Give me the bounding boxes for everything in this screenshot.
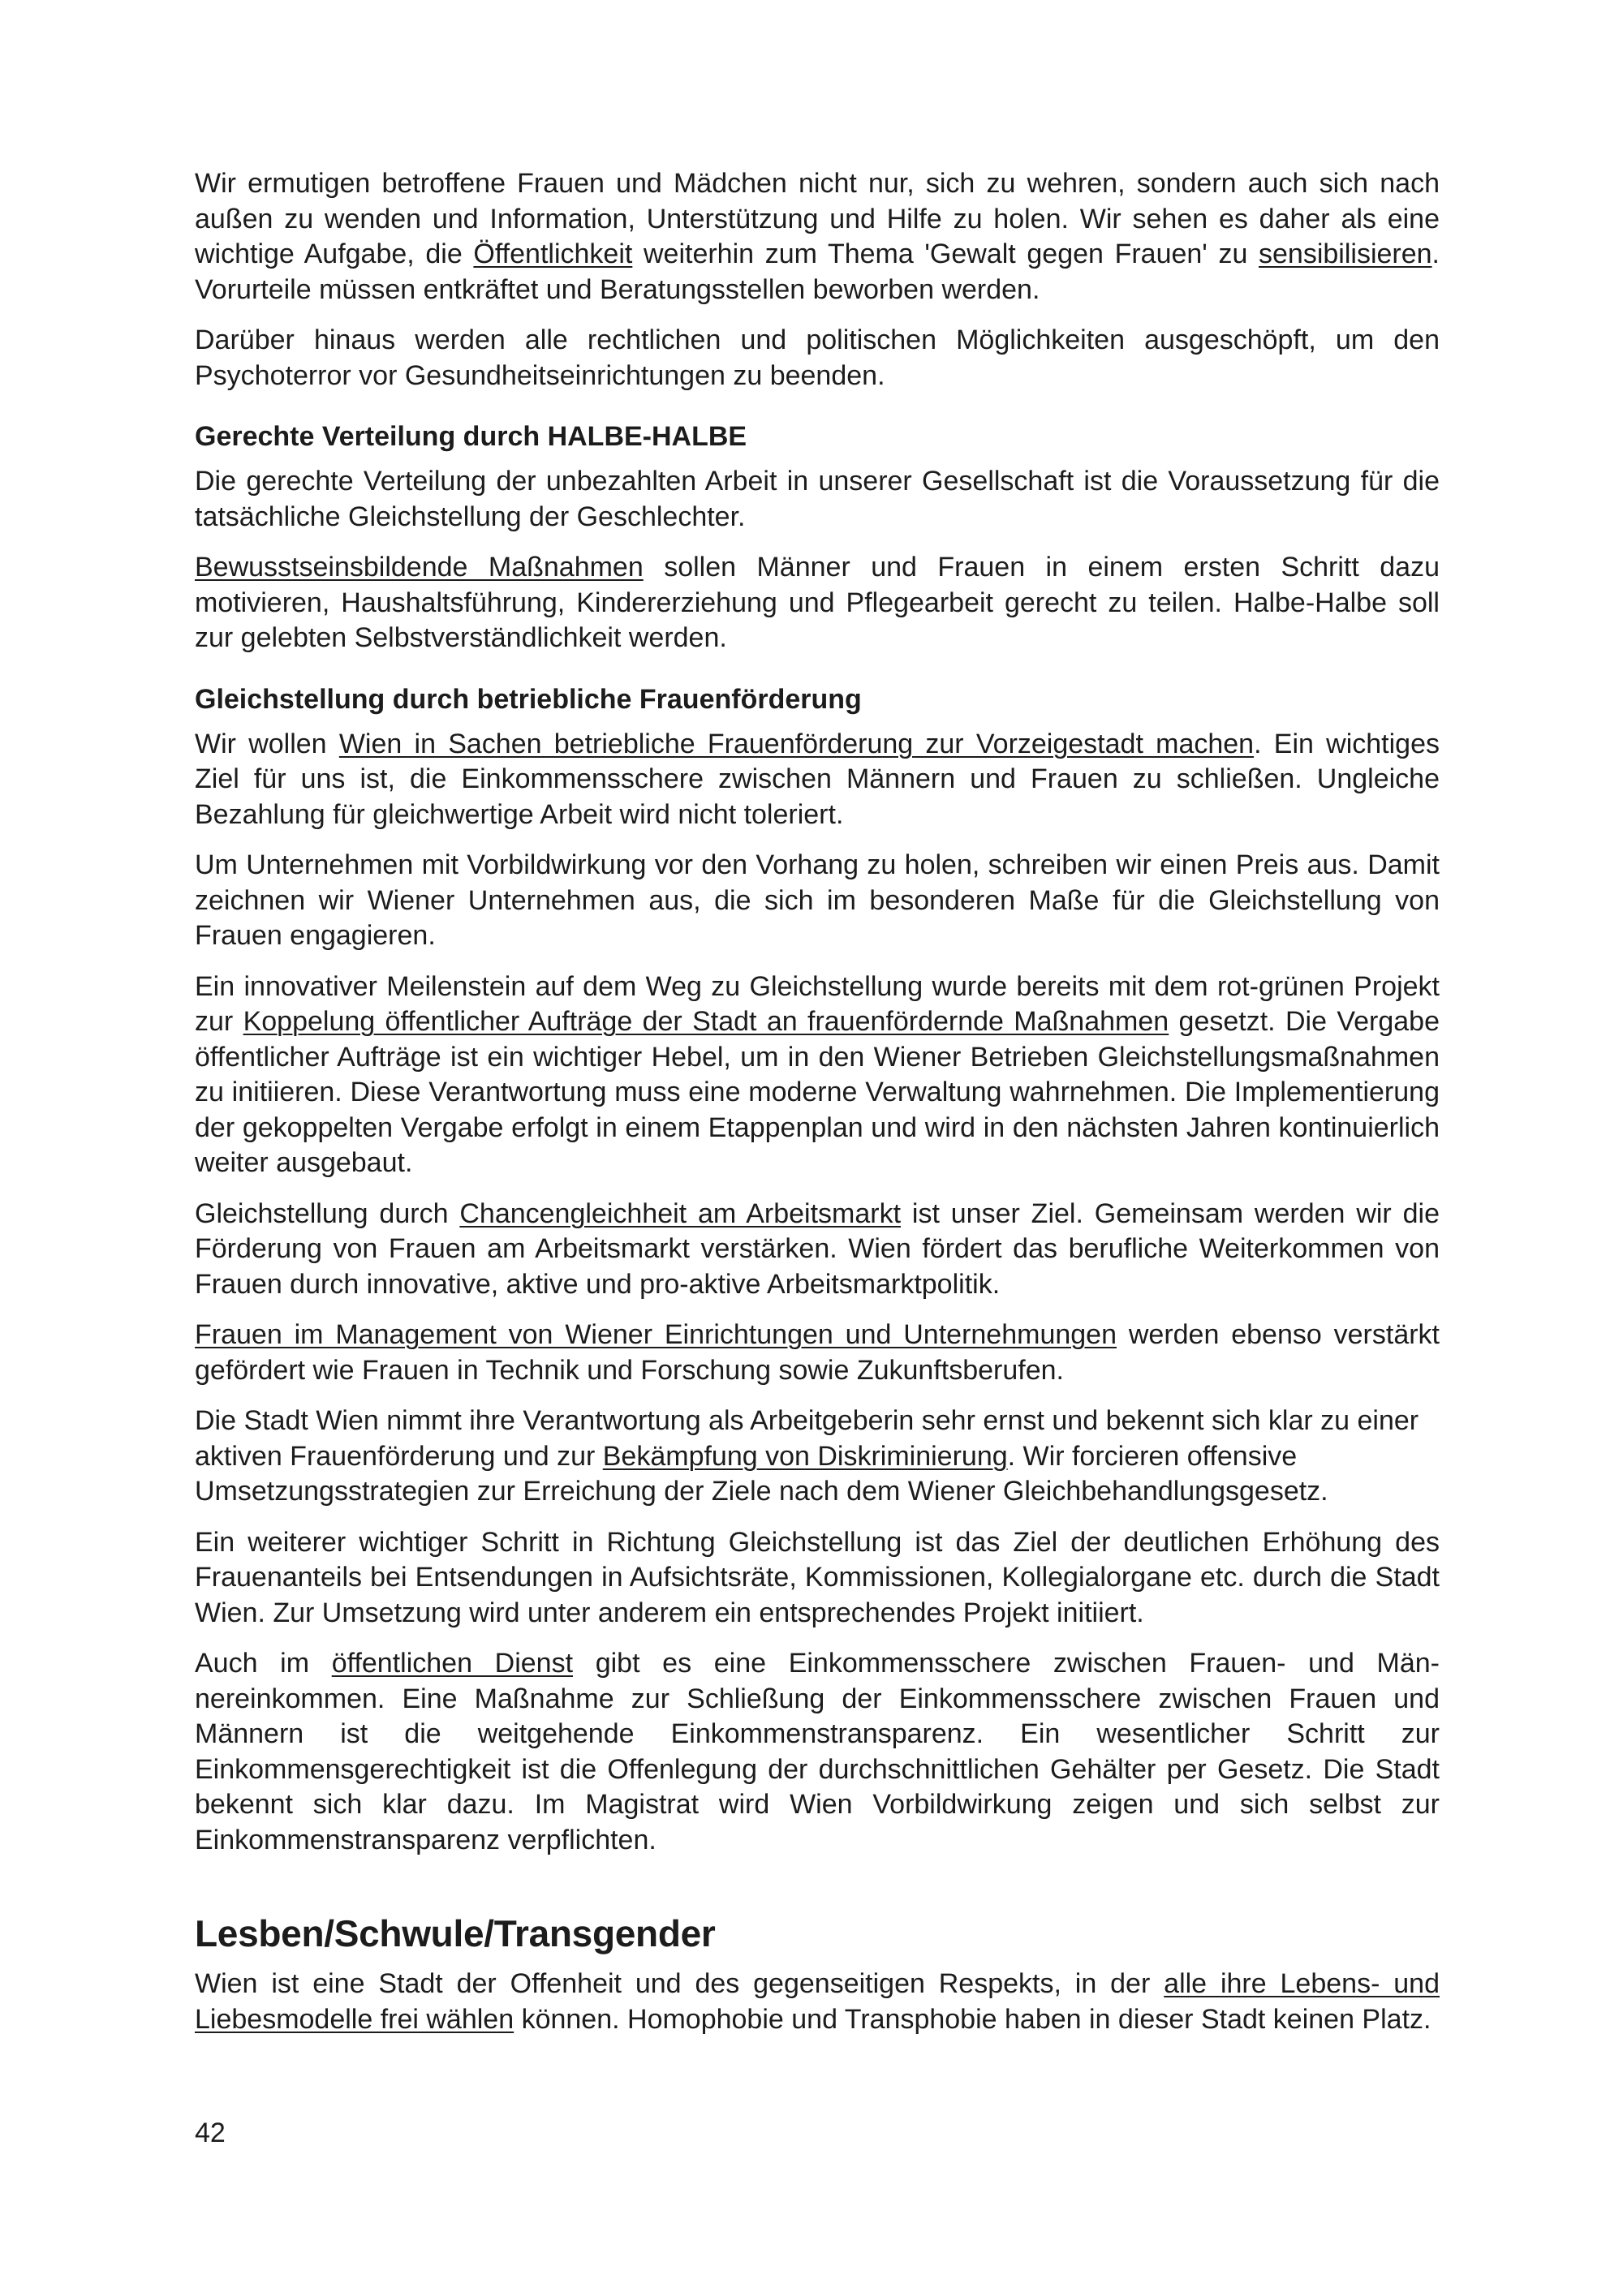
paragraph-frauenanteil: Ein weiterer wichtiger Schritt in Richtung Gleichstellung ist das Ziel der deutlichen Erhöhung des Frauenanteils bei Entsendungen in Aufsichtsräte, Kommissionen, Kollegialorgane etc. durch die Stadt Wien. Zur Umsetzung wird unter anderem ein entsprechendes Projekt initiiert. (195, 1526, 1440, 1628)
heading-halbe-halbe: Gerechte Verteilung durch HALBE-HALBE (195, 421, 747, 452)
underlined-koppelung-auftraege: Koppelung öffentlicher Aufträge der Stadt an frauenfördernde Maßnahmen (243, 1006, 1169, 1037)
underlined-bewusstseinsbildende-massnahmen: Bewusstseinsbildende Maßnahmen (195, 552, 644, 583)
paragraph-bewusstseinsbildung: Bewusstseinsbildende Maßnahmen sollen Männer und Frauen in einem ersten Schritt dazu motivieren, Haushaltsführung, Kindererziehung und Pflegearbeit gerecht zu teilen. Halbe-Halbe soll zur gelebten Selbstverständlichkeit werden. (195, 552, 1440, 653)
paragraph-arbeitgeberin: Die Stadt Wien nimmt ihre Verantwortung als Arbeitgeberin sehr ernst und bekennt sich klar zu einer aktiven Frauenförderung und zur Bekämpfung von Diskriminierung. Wir forcieren offensive Umsetzungsstrategien zur Erreichung der Ziele nach dem Wiener Gleichbehandlungsgesetz. (195, 1405, 1419, 1507)
page-number: 42 (195, 2118, 226, 2148)
underlined-oeffentlichkeit: Öffentlichkeit (473, 239, 633, 269)
paragraph-oeffentlicher-dienst: Auch im öffentlichen Dienst gibt es eine Einkommensschere zwischen Frauen- und Männereinkommen. Eine Maßnahme zur Schließung der Einkommensschere zwischen Frauen und Männern ist die weitgehende Einkommenstransparenz. Ein wesentlicher Schritt zur Einkommensgerechtigkeit ist die Offenlegung der durchschnittlichen Gehälter per Gesetz. Die Stadt bekennt sich klar dazu. Im Magistrat wird Wien Vorbildwirkung zeigen und sich selbst zur Einkommenstransparenz verpflichten. (195, 1648, 1440, 1855)
underlined-vorzeigestadt: Wien in Sachen betriebliche Frauenförderung zur Vorzeigestadt machen (338, 728, 1255, 759)
paragraph-meilenstein: Ein innovativer Meilenstein auf dem Weg zu Gleichstellung wurde bereits mit dem rot-grünen Projekt zur Koppelung öffentlicher Aufträge der Stadt an frauenfördernde Maßnahmen gesetzt. Die Vergabe öffentlicher Aufträge ist ein wichtiger Hebel, um in den Wiener Betrieben Gleichstellungsmaßnahmen zu initiieren. Diese Verantwortung muss eine moderne Verwaltung wahrnehmen. Die Implementierung der gekoppelten Vergabe erfolgt in einem Etappenplan und wird in den nächsten Jahren kontinuierlich weiter ausgebaut. (195, 970, 1440, 1178)
heading-betriebliche-frauenfoerderung: Gleichstellung durch betriebliche Frauenförderung (195, 683, 862, 715)
paragraph-chancengleichheit: Gleichstellung durch Chancengleichheit am Arbeitsmarkt ist unser Ziel. Gemeinsam werden wir die Förderung von Frauen am Arbeitsmarkt verstärken. Wien fördert das berufliche Weiterkommen von Frauen durch innovative, aktive und pro-aktive Arbeitsmarktpolitik. (195, 1197, 1440, 1300)
paragraph-preis: Um Unternehmen mit Vorbildwirkung vor den Vorhang zu holen, schreiben wir einen Preis aus. Damit zeichnen wir Wiener Unternehmen aus, die sich im besonderen Maße für die Gleichstellung von Frauen engagieren. (195, 849, 1440, 951)
paragraph-psychoterror: Darüber hinaus werden alle rechtlichen und politischen Möglichkeiten ausgeschöpft, um den Psychoterror vor Gesundheitseinrichtungen zu beenden. (195, 325, 1440, 391)
document-page (195, 166, 1440, 2053)
paragraph-unbezahlte-arbeit: Die gerechte Verteilung der unbezahlten Arbeit in unserer Gesellschaft ist die Voraussetzung für die tatsächliche Gleichstellung der Geschlechter. (195, 466, 1440, 532)
underlined-lebensmodelle: alle ihre Lebens- und Liebesmodelle frei wählen (195, 1968, 1440, 2035)
underlined-diskriminierung: Bekämpfung von Diskriminierung (602, 1440, 1008, 1472)
paragraph-vorzeigestadt: Wir wollen Wien in Sachen betriebliche Frauenförderung zur Vorzeigestadt machen. Ein wichtiges Ziel für uns ist, die Einkommensschere zwischen Männern und Frauen zu schließen. Ungleiche Bezahlung für gleichwertige Arbeit wird nicht toleriert. (195, 728, 1440, 830)
underlined-chancengleichheit: Chancengleichheit am Arbeitsmarkt (459, 1197, 902, 1229)
paragraph-management: Frauen im Management von Wiener Einrichtungen und Unternehmungen werden ebenso verstärkt gefördert wie Frauen in Technik und Forschung sowie Zukunftsberufen. (195, 1319, 1440, 1386)
underlined-oeffentlicher-dienst: öffentlichen Dienst (331, 1648, 574, 1679)
underlined-sensibilisieren: sensibilisieren (1259, 239, 1432, 269)
underlined-frauen-im-management: Frauen im Management von Wiener Einrichtungen und Unternehmungen (195, 1319, 1117, 1350)
paragraph-frauen-ermutigen: Wir ermutigen betroffene Frauen und Mädchen nicht nur, sich zu wehren, sondern auch sich nach außen zu wenden und Information, Unterstützung und Hilfe zu holen. Wir sehen es daher als eine wichtige Aufgabe, die Öffentlichkeit weiterhin zum Thema 'Gewalt gegen Frauen' zu sensibilisieren. Vorurteile müssen entkräftet und Beratungsstellen beworben werden. (195, 168, 1440, 305)
heading-lesben-schwule-transgender: Lesben/Schwule/Transgender (195, 1912, 716, 1954)
paragraph-offenheit: Wien ist eine Stadt der Offenheit und des gegenseitigen Respekts, in der alle ihre Lebens- und Liebesmodelle frei wählen können. Homophobie und Transphobie haben in dieser Stadt keinen Platz. (195, 1968, 1440, 2035)
